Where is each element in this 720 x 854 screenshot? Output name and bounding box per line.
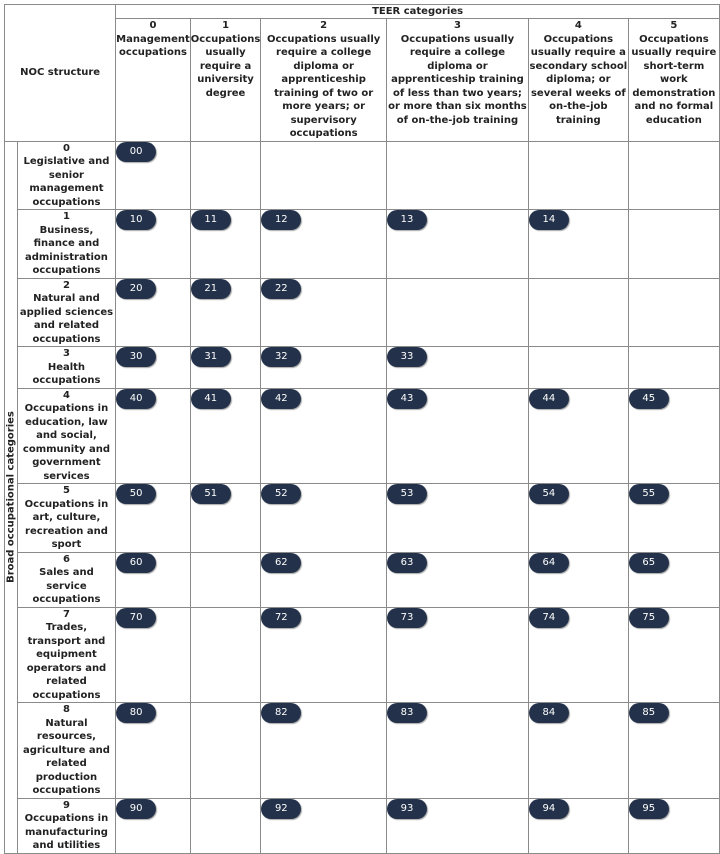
matrix-cell (261, 798, 387, 853)
broad-category-cell (17, 278, 115, 347)
noc-structure-header (5, 5, 116, 142)
noc-teer-matrix (4, 4, 720, 854)
noc-code-badge[interactable]: 41 (191, 389, 231, 409)
table-row (5, 703, 720, 799)
broad-category-label: Trades, transport and equipment operators and related occupations (26, 622, 107, 701)
teer-code: 2 (320, 20, 328, 31)
noc-code-badge[interactable]: 00 (116, 142, 156, 162)
noc-code-badge[interactable]: 65 (629, 553, 669, 573)
matrix-cell (190, 388, 261, 484)
noc-code-badge[interactable]: 64 (529, 553, 569, 573)
noc-code-badge[interactable]: 54 (529, 484, 569, 504)
broad-category-code: 8 (62, 704, 70, 715)
teer-label: Occupations usually require short-term work demonstration and no formal education (631, 33, 717, 126)
table-row (5, 484, 720, 553)
noc-structure-label: NOC structure (20, 67, 101, 78)
matrix-cell (628, 552, 719, 607)
matrix-cell (628, 278, 719, 347)
broad-category-code: 4 (62, 389, 70, 401)
matrix-cell (190, 607, 261, 703)
teer-label: Occupations usually require a secondary school diploma; or several weeks of on-the-job training (529, 33, 628, 126)
table-row (5, 347, 720, 389)
matrix-cell (261, 703, 387, 799)
broad-category-cell (17, 141, 115, 210)
teer-code: 3 (453, 20, 461, 31)
matrix-cell (528, 141, 628, 210)
matrix-cell (528, 388, 628, 484)
matrix-cell (190, 703, 261, 799)
noc-code-badge[interactable]: 70 (116, 608, 156, 628)
noc-code-badge[interactable]: 55 (629, 484, 669, 504)
table-row (5, 141, 720, 210)
noc-code-badge[interactable]: 72 (261, 608, 301, 628)
noc-code-badge[interactable]: 84 (529, 703, 569, 723)
matrix-cell (628, 703, 719, 799)
noc-table-body (5, 141, 720, 853)
matrix-cell (261, 388, 387, 484)
matrix-cell (528, 484, 628, 553)
teer-column-header-1 (190, 19, 261, 142)
matrix-cell (261, 607, 387, 703)
broad-category-code: 1 (62, 211, 70, 222)
noc-code-badge[interactable]: 92 (261, 799, 301, 819)
noc-code-badge[interactable]: 33 (387, 347, 427, 367)
matrix-cell (190, 210, 261, 279)
noc-code-badge[interactable]: 44 (529, 389, 569, 409)
table-row (5, 210, 720, 279)
teer-column-header-3 (386, 19, 528, 142)
teer-code: 1 (222, 20, 230, 31)
matrix-cell (190, 347, 261, 389)
matrix-cell (261, 141, 387, 210)
matrix-cell (528, 278, 628, 347)
broad-category-code: 3 (62, 348, 70, 359)
matrix-cell (116, 388, 191, 484)
noc-code-badge[interactable]: 53 (387, 484, 427, 504)
noc-code-badge[interactable]: 73 (387, 608, 427, 628)
noc-code-badge[interactable]: 60 (116, 553, 156, 573)
matrix-cell (386, 703, 528, 799)
broad-category-code: 0 (62, 142, 70, 154)
matrix-cell (190, 278, 261, 347)
matrix-cell (116, 552, 191, 607)
noc-code-badge[interactable]: 94 (529, 799, 569, 819)
matrix-cell (528, 552, 628, 607)
broad-category-code: 7 (62, 608, 70, 620)
noc-code-badge[interactable]: 32 (261, 347, 301, 367)
broad-category-label: Legislative and senior management occupations (23, 156, 110, 208)
broad-category-cell (17, 484, 115, 553)
matrix-cell (261, 210, 387, 279)
teer-code: 5 (670, 20, 678, 31)
teer-label: Management occupations (116, 33, 190, 58)
matrix-cell (628, 388, 719, 484)
noc-code-badge[interactable]: 11 (191, 210, 231, 230)
teer-categories-header (116, 5, 720, 19)
matrix-cell (261, 278, 387, 347)
noc-code-badge[interactable]: 40 (116, 389, 156, 409)
matrix-cell (628, 141, 719, 210)
noc-code-badge[interactable]: 22 (261, 279, 301, 299)
broad-category-label: Sales and service occupations (32, 567, 101, 605)
matrix-cell (386, 552, 528, 607)
noc-code-badge[interactable]: 90 (116, 799, 156, 819)
noc-code-badge[interactable]: 13 (387, 210, 427, 230)
matrix-cell (528, 347, 628, 389)
teer-label: Occupations usually require a college diploma or apprenticeship training of two or more years; or supervisory occupations (266, 33, 381, 139)
noc-code-badge[interactable]: 12 (261, 210, 301, 230)
noc-code-badge[interactable]: 95 (629, 799, 669, 819)
table-row (5, 388, 720, 484)
matrix-cell (190, 141, 261, 210)
table-row (5, 607, 720, 703)
noc-code-badge[interactable]: 30 (116, 347, 156, 367)
matrix-cell (116, 278, 191, 347)
broad-category-cell (17, 703, 115, 799)
noc-code-badge[interactable]: 21 (191, 279, 231, 299)
teer-code: 0 (149, 20, 157, 31)
noc-code-badge[interactable]: 42 (261, 389, 301, 409)
matrix-cell (628, 484, 719, 553)
matrix-cell (116, 703, 191, 799)
noc-code-badge[interactable]: 62 (261, 553, 301, 573)
teer-column-header-5 (628, 19, 719, 142)
matrix-cell (386, 278, 528, 347)
noc-code-badge[interactable]: 45 (629, 389, 669, 409)
matrix-cell (528, 798, 628, 853)
noc-code-badge[interactable]: 75 (629, 608, 669, 628)
noc-code-badge[interactable]: 51 (191, 484, 231, 504)
matrix-cell (628, 347, 719, 389)
teer-column-header-2 (261, 19, 387, 142)
matrix-cell (628, 607, 719, 703)
broad-categories-label: Broad occupational categories (5, 411, 17, 583)
broad-category-cell (17, 347, 115, 389)
matrix-cell (528, 607, 628, 703)
noc-code-badge[interactable]: 43 (387, 389, 427, 409)
noc-code-badge[interactable]: 83 (387, 703, 427, 723)
matrix-cell (628, 798, 719, 853)
broad-category-label: Health occupations (32, 361, 101, 386)
matrix-cell (386, 798, 528, 853)
broad-category-code: 9 (62, 799, 70, 811)
broad-category-label: Occupations in art, culture, recreation and sport (24, 498, 109, 550)
matrix-cell (190, 484, 261, 553)
noc-code-badge[interactable]: 52 (261, 484, 301, 504)
noc-code-badge[interactable]: 74 (529, 608, 569, 628)
matrix-cell (386, 210, 528, 279)
matrix-cell (386, 484, 528, 553)
matrix-cell (190, 552, 261, 607)
noc-code-badge[interactable]: 20 (116, 279, 156, 299)
teer-column-header-4 (528, 19, 628, 142)
teer-label: Occupations usually require a university degree (190, 33, 261, 99)
matrix-cell (386, 388, 528, 484)
table-row (5, 278, 720, 347)
matrix-cell (116, 210, 191, 279)
matrix-cell (116, 347, 191, 389)
matrix-cell (386, 141, 528, 210)
broad-category-code: 5 (62, 485, 70, 496)
matrix-cell (261, 347, 387, 389)
noc-code-badge[interactable]: 85 (629, 703, 669, 723)
broad-category-label: Natural and applied sciences and related occupations (19, 293, 114, 345)
matrix-cell (528, 210, 628, 279)
broad-category-label: Occupations in education, law and social, community and government services (22, 403, 110, 482)
noc-code-badge[interactable]: 50 (116, 484, 156, 504)
noc-code-badge[interactable]: 82 (261, 703, 301, 723)
teer-column-header-0 (116, 19, 191, 142)
noc-code-badge[interactable]: 14 (529, 210, 569, 230)
matrix-cell (116, 798, 191, 853)
matrix-cell (116, 607, 191, 703)
broad-category-label: Business, finance and administration occupations (24, 224, 108, 276)
matrix-cell (261, 552, 387, 607)
table-row (5, 552, 720, 607)
broad-category-cell (17, 798, 115, 853)
broad-category-code: 2 (62, 279, 70, 291)
noc-code-badge[interactable]: 63 (387, 553, 427, 573)
noc-code-badge[interactable]: 80 (116, 703, 156, 723)
broad-category-label: Occupations in manufacturing and utilities (24, 813, 109, 851)
matrix-cell (628, 210, 719, 279)
matrix-cell (116, 141, 191, 210)
matrix-cell (386, 347, 528, 389)
noc-code-badge[interactable]: 93 (387, 799, 427, 819)
noc-code-badge[interactable]: 10 (116, 210, 156, 230)
broad-category-cell (17, 607, 115, 703)
teer-categories-label: TEER categories (372, 6, 464, 17)
broad-category-code: 6 (62, 553, 70, 565)
broad-category-cell (17, 552, 115, 607)
matrix-cell (190, 798, 261, 853)
broad-category-cell (17, 210, 115, 279)
teer-label: Occupations usually require a college diploma or apprenticeship training of less than two years; or more than six months of on-the-job training (388, 33, 527, 126)
matrix-cell (261, 484, 387, 553)
noc-code-badge[interactable]: 31 (191, 347, 231, 367)
teer-code: 4 (574, 20, 582, 31)
broad-category-label: Natural resources, agriculture and related production occupations (23, 717, 110, 796)
matrix-cell (116, 484, 191, 553)
matrix-cell (386, 607, 528, 703)
table-row (5, 798, 720, 853)
matrix-cell (528, 703, 628, 799)
broad-categories-side-header (5, 141, 18, 853)
broad-category-cell (17, 388, 115, 484)
